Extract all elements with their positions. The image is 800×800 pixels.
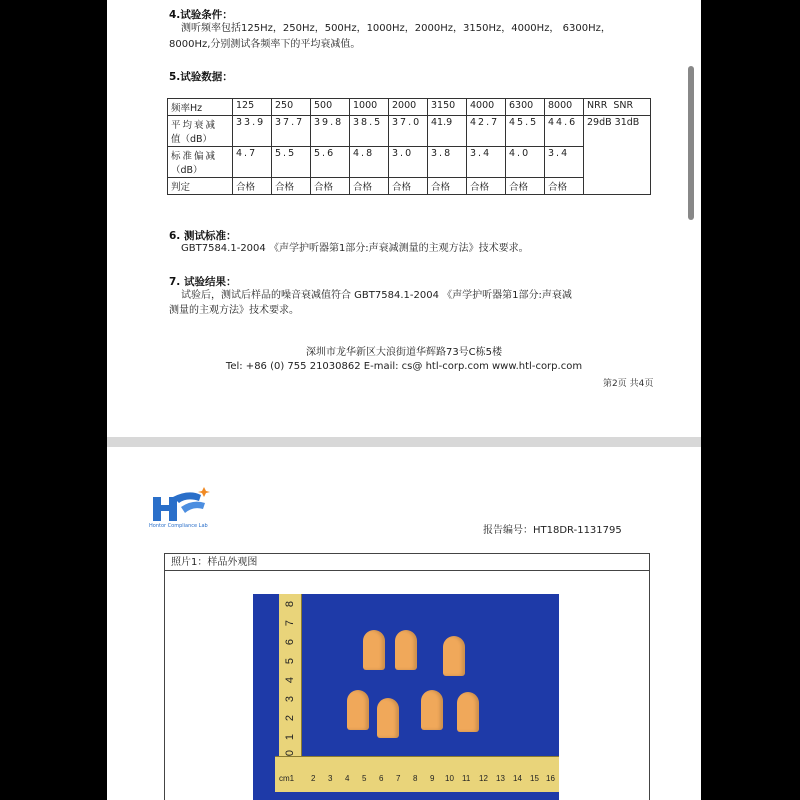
- ruler-number: 8: [413, 774, 418, 783]
- photo-frame: [164, 553, 650, 800]
- label-line: 值（dB）: [171, 134, 213, 145]
- ruler-number: 10: [445, 774, 454, 783]
- section-7-line-1: 试验后，测试后样品的噪音衰减值符合 GBT7584.1-2004 《声学护听器第1部分:声衰减: [181, 290, 572, 301]
- label-line: 平均衰减: [171, 120, 218, 131]
- vertical-ruler: [279, 594, 302, 762]
- ruler-number: 7: [396, 774, 401, 783]
- table-cell: 38.5: [350, 116, 389, 147]
- nrr-value: 29dB: [587, 117, 612, 128]
- horizontal-ruler: [275, 756, 559, 792]
- table-cell: 37.7: [272, 116, 311, 147]
- ruler-number: 11: [462, 774, 471, 783]
- table-cell: 合格: [350, 178, 389, 195]
- ruler-number: 7: [284, 619, 297, 627]
- table-cell-nrr-snr-values: [584, 116, 651, 195]
- earplug: [395, 630, 417, 670]
- photo-caption: 照片1：样品外观图: [165, 554, 649, 571]
- table-cell: 250: [272, 99, 311, 116]
- footer-address: 深圳市龙华新区大浪街道华辉路73号C栋5楼: [305, 347, 503, 358]
- table-row-mean: [168, 116, 651, 147]
- table-header-row: [168, 99, 651, 116]
- table-row-std: [168, 147, 651, 178]
- ruler-number: 3: [284, 695, 297, 703]
- table-cell: 4.8: [350, 147, 389, 178]
- snr-value: 31dB: [614, 117, 640, 128]
- footer-contact: Tel: +86 (0) 755 21030862 E-mail: cs@ htl-corp.com www.htl-corp.com: [225, 361, 583, 372]
- table-cell: 37.0: [389, 116, 428, 147]
- table-cell: 合格: [506, 178, 545, 195]
- table-cell: 45.5: [506, 116, 545, 147]
- table-cell: 42.7: [467, 116, 506, 147]
- table-cell: 39.8: [311, 116, 350, 147]
- ruler-number: 0: [284, 749, 297, 757]
- ruler-number: 16: [546, 774, 555, 783]
- table-cell: 合格: [272, 178, 311, 195]
- section-4-title: 4.试验条件：: [169, 9, 233, 21]
- ruler-number: 1: [284, 733, 297, 741]
- ruler-number: 8: [284, 600, 297, 608]
- table-cell: 44.6: [545, 116, 584, 147]
- section-6-title: 6. 测试标准：: [169, 230, 237, 242]
- section-7-title: 7. 试验结果：: [169, 276, 237, 288]
- label-line: （dB）: [171, 165, 203, 176]
- table-cell: 4.0: [506, 147, 545, 178]
- ruler-number: 4: [345, 774, 350, 783]
- section-4-line-2: 8000Hz,分别测试各频率下的平均衰减值。: [169, 39, 361, 50]
- table-cell: 合格: [428, 178, 467, 195]
- table-row-label: 判定: [168, 178, 233, 195]
- ruler-number: 5: [284, 657, 297, 665]
- page-number: 第2页 共4页: [603, 379, 654, 389]
- table-cell: 2000: [389, 99, 428, 116]
- section-5-title: 5.试验数据：: [169, 71, 233, 83]
- table-row-label: [168, 116, 233, 147]
- earplug: [421, 690, 443, 730]
- test-data-table: [167, 98, 651, 195]
- ruler-number: cm1: [279, 774, 295, 783]
- nrr-header: NRR: [587, 100, 608, 111]
- snr-header: SNR: [613, 100, 634, 111]
- table-row-label: [168, 147, 233, 178]
- label-line: 标准偏减: [171, 151, 218, 162]
- table-cell: 3.8: [428, 147, 467, 178]
- table-cell: 合格: [545, 178, 584, 195]
- earplug: [457, 692, 479, 732]
- table-cell: 6300: [506, 99, 545, 116]
- earplug: [443, 636, 465, 676]
- table-cell: 3.4: [467, 147, 506, 178]
- table-row-judge: [168, 178, 651, 195]
- ruler-number: 6: [379, 774, 384, 783]
- ruler-number: 3: [328, 774, 333, 783]
- table-cell: 125: [233, 99, 272, 116]
- ruler-number: 12: [479, 774, 488, 783]
- logo-text: Hontor Compliance Lab: [149, 523, 208, 529]
- section-6-text: GBT7584.1-2004 《声学护听器第1部分:声衰减测量的主观方法》技术要求。: [181, 243, 529, 254]
- table-cell: 合格: [233, 178, 272, 195]
- earplug: [377, 698, 399, 738]
- ruler-number: 14: [513, 774, 522, 783]
- table-cell: 8000: [545, 99, 584, 116]
- scrollbar-thumb[interactable]: [688, 66, 694, 220]
- table-cell: 合格: [311, 178, 350, 195]
- table-cell: 合格: [467, 178, 506, 195]
- table-cell: 频率Hz: [168, 99, 233, 116]
- ruler-number: 5: [362, 774, 367, 783]
- ruler-number: 2: [311, 774, 316, 783]
- table-cell: 500: [311, 99, 350, 116]
- table-cell: 1000: [350, 99, 389, 116]
- table-cell: 41.9: [428, 116, 467, 147]
- document-page-2: [107, 447, 701, 800]
- document-page-1: [107, 0, 701, 437]
- table-cell: 3150: [428, 99, 467, 116]
- section-4-line-1: 测听频率包括125Hz，250Hz，500Hz，1000Hz，2000Hz，3150Hz，4000Hz， 6300Hz，: [181, 23, 611, 34]
- table-cell: 5.6: [311, 147, 350, 178]
- ruler-number: 13: [496, 774, 505, 783]
- table-cell: 4.7: [233, 147, 272, 178]
- table-cell: 5.5: [272, 147, 311, 178]
- table-cell: 33.9: [233, 116, 272, 147]
- table-cell: 3.0: [389, 147, 428, 178]
- ruler-number: 15: [530, 774, 539, 783]
- ruler-number: 4: [284, 676, 297, 684]
- earplug: [347, 690, 369, 730]
- table-cell: 4000: [467, 99, 506, 116]
- report-number: 报告编号：HT18DR-1131795: [483, 525, 622, 536]
- document-viewer[interactable]: [107, 0, 701, 800]
- section-7-line-2: 测量的主观方法》技术要求。: [169, 305, 299, 316]
- table-cell: 3.4: [545, 147, 584, 178]
- sample-photo: [253, 594, 559, 800]
- table-cell: 合格: [389, 178, 428, 195]
- ruler-number: 2: [284, 714, 297, 722]
- table-cell-nrr-snr: [584, 99, 651, 116]
- company-logo: [149, 479, 213, 531]
- earplug: [363, 630, 385, 670]
- ruler-number: 6: [284, 638, 297, 646]
- ruler-number: 9: [430, 774, 435, 783]
